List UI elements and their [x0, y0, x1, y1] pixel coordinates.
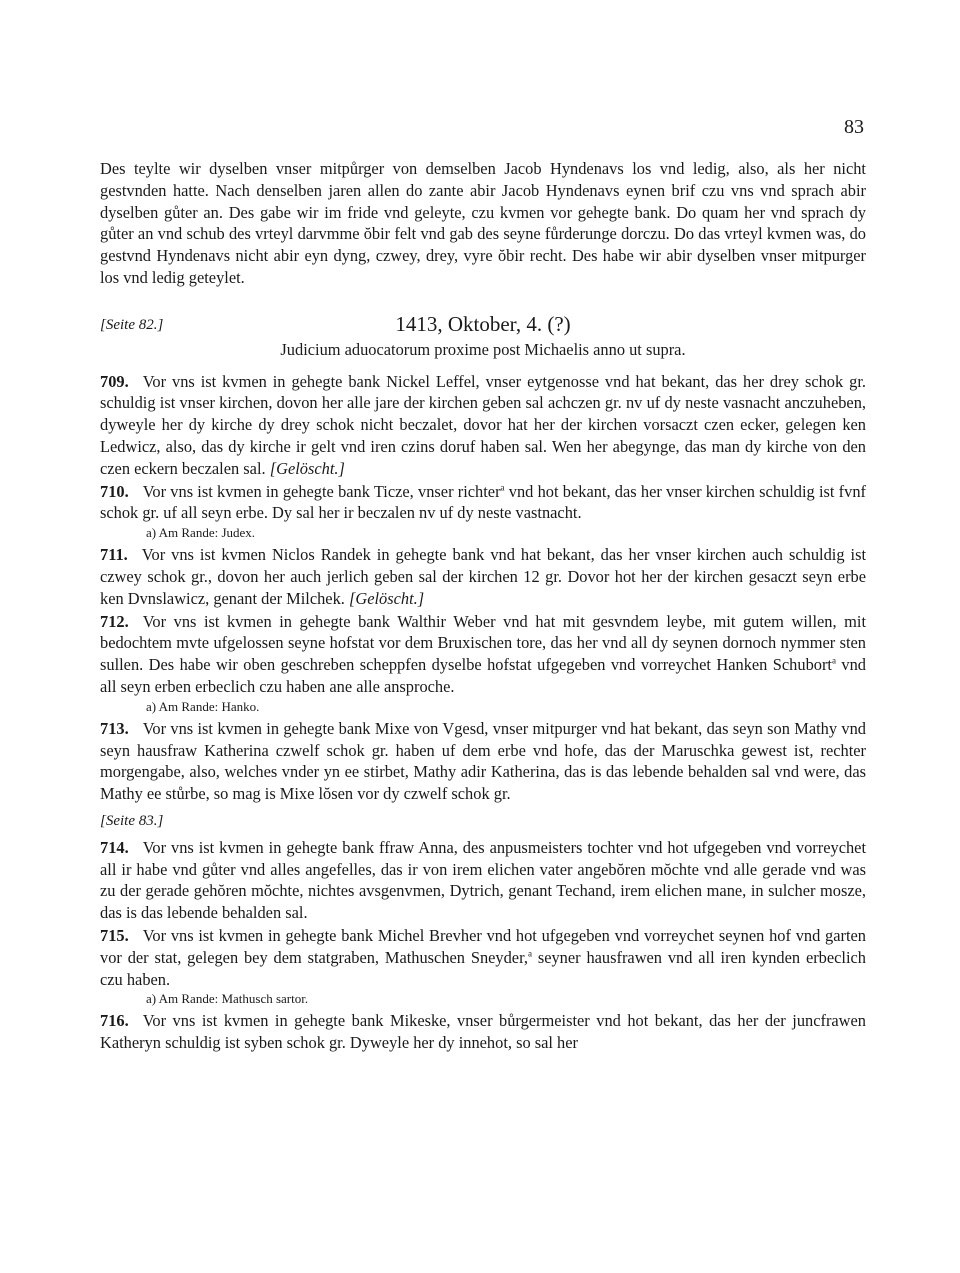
subheading: Judicium aduocatorum proxime post Michaelis anno ut supra.: [280, 339, 686, 359]
footnote-marker: a: [527, 948, 532, 959]
entry-text: Vor vns ist kvmen in gehegte bank Mixe von Vgesd, vnser mitpurger vnd hat bekant, das seyn son Mathy vnd seyn hausfraw Katherina czwelf schok gr. haben uf dem erbe vnd hofe, das der Maruschka gewest ist, rechter morgengabe, also, welches vnder yn ee stirbet, Mathy adir Katherina, das is das lebende behalden sal vnd were, das Mathy ee stůrbe, so mag is Mixe lŏsen vor dy czwelf schok gr.: [100, 718, 866, 804]
footnote-marker: a: [500, 482, 505, 493]
page-reference-row: [100, 809, 866, 833]
entry-text: Vor vns ist kvmen Niclos Randek in gehegte bank vnd hat bekant, das her vnser kirchen auch schuldig ist czwey schok gr., dovon her auch jerlich geben sal der kirchen 12 gr. Dovor hot her der kirchen gesaczt seyn erbe ken Dvnslawicz, genant der Milchek.: [100, 545, 866, 608]
entry-713: [100, 718, 866, 805]
entry-text-continued: vnd all seyn erben erbeclich czu haben ane alle ansproche.: [100, 655, 867, 696]
entry-text-continued: vnd hot bekant, das her vnser kirchen schuldig ist fvnf schok gr. uf all seyn erbe. Dy sal her ir beczalen nv uf dy neste vastnacht.: [100, 481, 866, 523]
entry-712: [100, 611, 866, 698]
entry-text: Vor vns ist kvmen in gehegte bank ffraw Anna, des anpusmeisters tochter vnd hot ufgegeben vnd vorreychet all ir habe vnd gůter vnd alles angefelles, das ir von irem elichen vater angebŏren mŏchte vnd alle gerade vnd was zu der gerade gehŏren mŏchte, nichtes avsgenvmen, Dytrich, genant Techand, irem elichen mane, in sulcher mosze, das is das lebende behalden sal.: [100, 837, 866, 923]
entry-text-continued: seyner hausfrawen vnd all iren kynden erbeclich czu haben.: [100, 947, 866, 989]
page-number: 83: [844, 116, 864, 138]
deleted-mark: [Gelöscht.]: [269, 458, 345, 478]
entry-text: Vor vns ist kvmen in gehegte bank Michel Brevher vnd hot ufgegeben vnd vorreychet seynen hof vnd garten vor der stat, gelegen bey dem statgraben, Mathuschen Sneyder,: [100, 925, 866, 967]
entry-number: 711.: [100, 545, 128, 565]
entry-number: 712.: [100, 611, 129, 631]
entry-714: [100, 837, 866, 924]
entry-number: 710.: [100, 481, 129, 501]
entry-709: [100, 371, 866, 480]
entry-text: Vor vns ist kvmen in gehegte bank Nickel Leffel, vnser eytgenosse vnd hat bekant, das her drey schok gr. schuldig ist vnser kirchen, dovon her alle jare der kirchen geben sal achczen gr. nv uf dy neste vasnacht anczuheben, dyweyle her dy kirche dy drey schok nicht beczalet, dovor hat her der kirchen vorsaczt czen ecker, gelegen ken Ledwicz, also, das dy kirche ir gelt vnd iren czins doruf haben sal. Wen her abegynge, das man dy kirche von den czen eckern beczalen sal.: [100, 371, 866, 478]
entry-716: [100, 1010, 866, 1054]
footnote: a) Am Rande: Judex.: [146, 525, 256, 541]
footnote: a) Am Rande: Hanko.: [146, 698, 260, 714]
footnote: a) Am Rande: Mathusch sartor.: [146, 991, 309, 1007]
entry-number: 709.: [100, 371, 129, 391]
entry-text: Vor vns ist kvmen in gehegte bank Walthir Weber vnd hat mit gesvndem leybe, mit gutem willen, mit bedochtem mvte ufgelossen seyne hofstat vor dem Bruxischen tore, das her vnd all dy seynen dornoch nymmer sten sullen. Des habe wir oben geschreben scheppfen dyselbe hofstat ufgegeben vnd vorreychet Hanken Schubort: [100, 611, 866, 675]
entry-text: Vor vns ist kvmen in gehegte bank Ticze, vnser richter: [142, 481, 501, 501]
text-column: [100, 158, 866, 1054]
page-reference: [Seite 83.]: [100, 812, 164, 829]
entry-711: [100, 544, 866, 609]
entry-number: 715.: [100, 925, 129, 945]
date-heading: 1413, Oktober, 4. (?): [395, 311, 571, 336]
entry-number: 713.: [100, 718, 129, 738]
deleted-mark: [Gelöscht.]: [348, 588, 425, 608]
intro-paragraph: Des teylte wir dyselben vnser mitpůrger von demselben Jacob Hyndenavs los vnd ledig, also, als her nicht gestvnden hatte. Nach denselben jaren allen do zante abir Jacob Hyndenavs eynen brif czu vns vnd sprach abir dyselben gůter an. Des gabe wir im fride vnd geleyte, czu kvmen vor gehegte bank. Do quam her vnd sprach dy gůter an vnd schub des vrteyl darvmme ŏbir felt vnd gab des seyne fůrderunge dorczu. Do das vrteyl kvmen was, do gestvnd Hyndenavs nicht abir eyn dyng, czwey, drey, vyre ŏbir recht. Des habe wir abir dyselben vnser mitpurger los vnd ledig geteylet.: [100, 159, 866, 287]
entry-number: 716.: [100, 1011, 129, 1031]
footnote-marker: a: [831, 655, 836, 666]
entry-715: [100, 925, 866, 990]
entry-text: Vor vns ist kvmen in gehegte bank Mikeske, vnser bůrgermeister vnd hot bekant, das her der juncfrawen Katheryn schuldig ist syben schok gr. Dyweyle her dy innehot, so sal her: [100, 1011, 866, 1053]
page-reference: [Seite 82.]: [100, 316, 164, 333]
section-heading-row: [100, 311, 866, 339]
entry-710: [100, 481, 866, 525]
entry-number: 714.: [100, 837, 129, 857]
